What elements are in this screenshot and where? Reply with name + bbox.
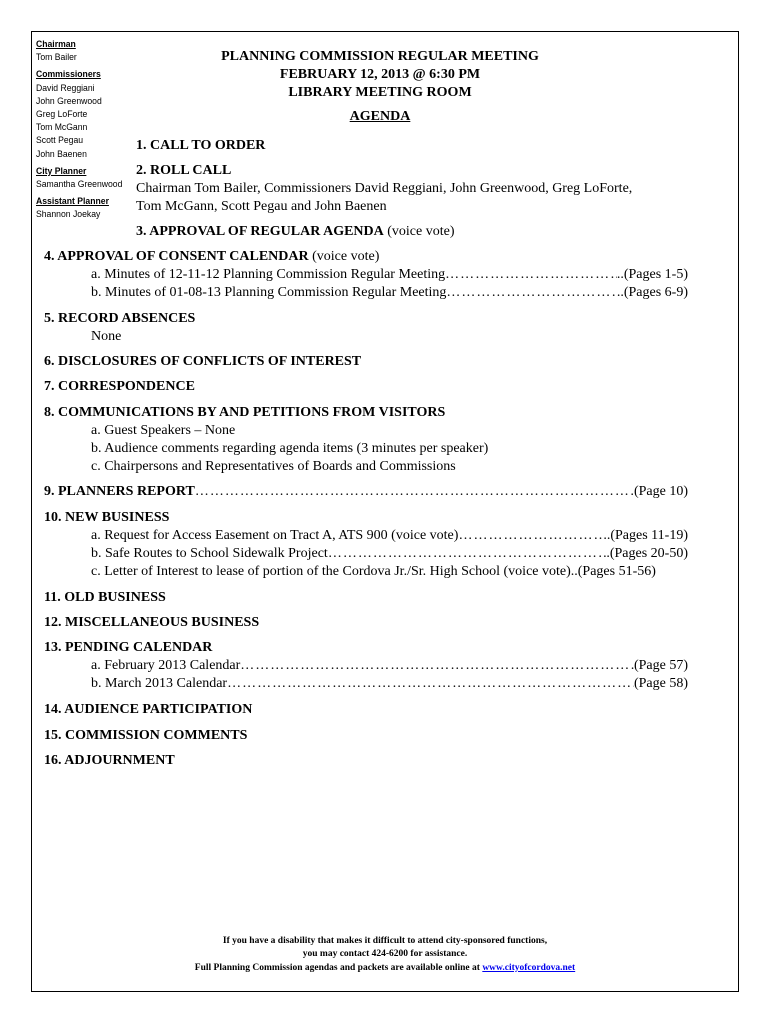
commissioners-heading: Commissioners	[36, 69, 101, 81]
chairman-heading: Chairman	[36, 39, 76, 50]
sidebar-roster	[36, 38, 126, 222]
meeting-location: LIBRARY MEETING ROOM	[288, 85, 472, 100]
communications-chairpersons: c. Chairpersons and Representatives of Boards and Commissions	[91, 459, 456, 474]
roll-call-names-line2: Tom McGann, Scott Pegau and John Baenen	[136, 199, 387, 214]
consent-item-minutes-01-08-13: b. Minutes of 01-08-13 Planning Commission Regular Meeting ………………………………………………………………………………………………………………………………………………………… ..(Pages 6-9)	[91, 284, 688, 302]
commissioner-name: David Reggiani	[36, 82, 95, 94]
agenda-item-adjournment: 16. ADJOURNMENT	[44, 753, 175, 768]
agenda-item-old-business: 11. OLD BUSINESS	[44, 590, 166, 605]
agenda-item-new-business: 10. NEW BUSINESS	[44, 510, 170, 525]
commissioner-name: Tom McGann	[36, 122, 88, 134]
meeting-date: FEBRUARY 12, 2013 @ 6:30 PM	[279, 67, 481, 82]
agenda-item-misc-business: 12. MISCELLANEOUS BUSINESS	[44, 615, 260, 630]
city-planner-heading: City Planner	[36, 165, 87, 177]
agenda-heading: AGENDA	[349, 109, 411, 124]
meeting-title: PLANNING COMMISSION REGULAR MEETING	[221, 49, 539, 64]
chairman-name: Tom Bailer	[36, 52, 77, 64]
agenda-item-commission-comments: 15. COMMISSION COMMENTS	[44, 728, 248, 743]
footer-online-notice: Full Planning Commission agendas and packets are available online at www.cityofcordova.net	[194, 963, 576, 973]
city-planner-name: Samantha Greenwood	[36, 179, 123, 191]
agenda-item-pending-calendar: 13. PENDING CALENDAR	[44, 640, 213, 655]
new-business-safe-routes: b. Safe Routes to School Sidewalk Project ………………………………………………………………………………………………………………………………………………………… .(Pages 20-50)	[91, 545, 688, 563]
commissioner-name: Greg LoForte	[36, 109, 88, 121]
agenda-item-record-absences: 5. RECORD ABSENCES	[44, 311, 196, 326]
roll-call-names-line1: Chairman Tom Bailer, Commissioners David Reggiani, John Greenwood, Greg LoForte,	[136, 181, 633, 196]
new-business-letter-of-interest: c. Letter of Interest to lease of portion of the Cordova Jr./Sr. High School (voice vote)..(Pages 51-56)	[91, 564, 656, 579]
commissioner-name: John Baenen	[36, 148, 87, 160]
footer-disability-notice: If you have a disability that makes it difficult to attend city-sponsored functions,	[222, 936, 548, 946]
footer-contact: you may contact 424-6200 for assistance.	[302, 949, 468, 959]
agenda-item-correspondence: 7. CORRESPONDENCE	[44, 379, 195, 394]
agenda-item-call-to-order: 1. CALL TO ORDER	[136, 138, 266, 153]
commissioner-name: Scott Pegau	[36, 135, 84, 147]
agenda-item-consent-calendar: 4. APPROVAL OF CONSENT CALENDAR (voice vote)	[44, 249, 380, 264]
communications-audience-comments: b. Audience comments regarding agenda items (3 minutes per speaker)	[91, 441, 489, 456]
commissioner-name: John Greenwood	[36, 95, 102, 107]
agenda-item-roll-call: 2. ROLL CALL	[136, 163, 232, 178]
pending-calendar-february: a. February 2013 Calendar ………………………………………………………………………………………………………………………………………………………… (Page 57)	[91, 657, 688, 675]
assistant-planner-name: Shannon Joekay	[36, 209, 101, 221]
agenda-item-audience-participation: 14. AUDIENCE PARTICIPATION	[44, 702, 253, 717]
pending-calendar-march: b. March 2013 Calendar ………………………………………………………………………………………………………………………………………………………… (Page 58)	[91, 675, 688, 693]
communications-guest-speakers: a. Guest Speakers – None	[91, 423, 236, 438]
absences-none: None	[91, 329, 122, 344]
assistant-planner-heading: Assistant Planner	[36, 196, 109, 208]
consent-item-minutes-12-11-12: a. Minutes of 12-11-12 Planning Commission Regular Meeting ………………………………………………………………………………………………………………………………………………………… ..(Pages 1-5)	[91, 266, 688, 284]
agenda-item-planners-report: 9. PLANNERS REPORT ………………………………………………………………………………………………………………………………………………………… (Page 10)	[44, 483, 688, 501]
website-link[interactable]: www.cityofcordova.net	[482, 963, 576, 973]
new-business-access-easement: a. Request for Access Easement on Tract A, ATS 900 (voice vote) ………………………………………………………………………………………………………………………………………………………… ..(Pages 11-19)	[91, 527, 688, 545]
agenda-item-communications: 8. COMMUNICATIONS BY AND PETITIONS FROM VISITORS	[44, 405, 446, 420]
agenda-item-disclosures: 6. DISCLOSURES OF CONFLICTS OF INTEREST	[44, 354, 362, 369]
agenda-item-approval-regular-agenda: 3. APPROVAL OF REGULAR AGENDA (voice vote)	[136, 224, 455, 239]
